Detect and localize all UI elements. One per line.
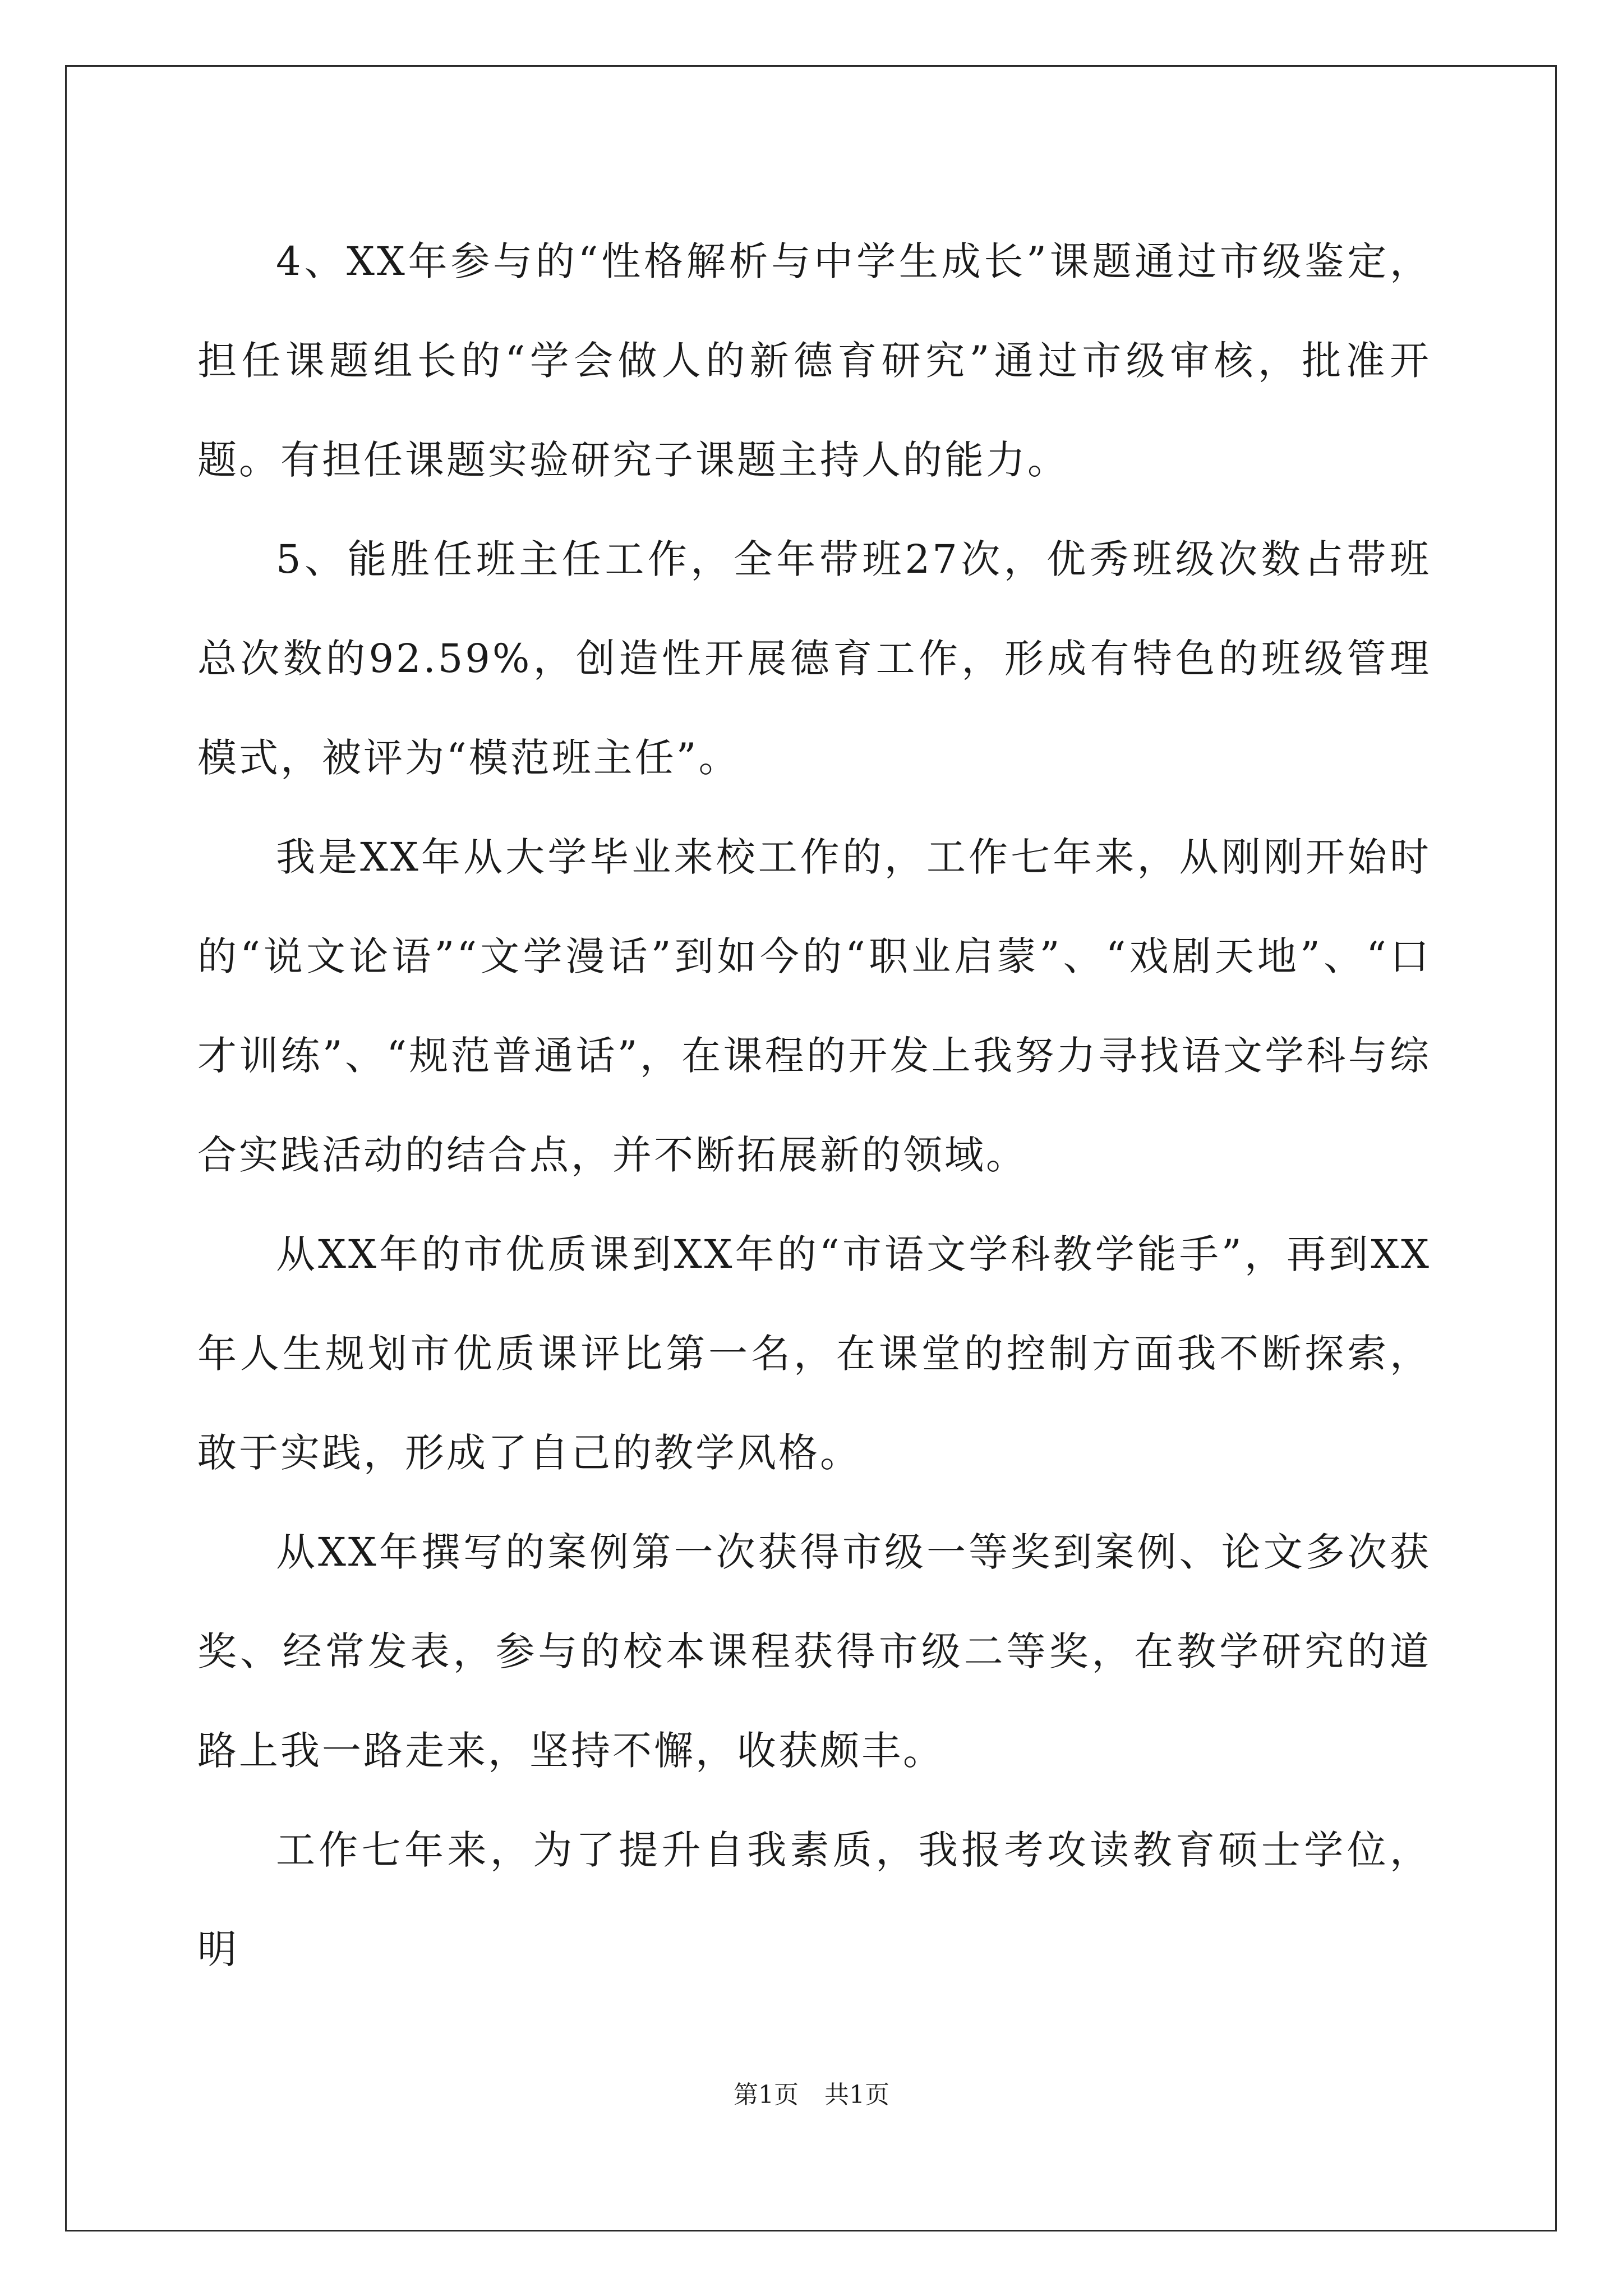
paragraph-research-topics: 4、XX年参与的“性格解析与中学生成长”课题通过市级鉴定，担任课题组长的“学会做人的新德育研究”通过市级审核，批准开题。有担任课题实验研究子课题主持人的能力。 <box>197 238 1431 483</box>
paragraph-teaching-style: 从XX年的市优质课到XX年的“市语文学科教学能手”，再到XX年人生规划市优质课评比第一名，在课堂的控制方面我不断探索，敢于实践，形成了自己的教学风格。 <box>197 1231 1431 1476</box>
page-total: 共1页 <box>824 2081 889 2109</box>
paragraph-self-improvement: 工作七年来，为了提升自我素质，我报考攻读教育硕士学位，明 <box>197 1827 1431 1972</box>
document-body <box>197 212 1431 1999</box>
paragraph-research-awards: 从XX年撰写的案例第一次获得市级一等奖到案例、论文多次获奖、经常发表，参与的校本课程获得市级二等奖，在教学研究的道路上我一路走来，坚持不懈，收获颇丰。 <box>197 1529 1431 1774</box>
paragraph-curriculum: 我是XX年从大学毕业来校工作的，工作七年来，从刚刚开始时的“说文论语”“文学漫话”到如今的“职业启蒙”、“戏剧天地”、“口才训练”、“规范普通话”，在课程的开发上我努力寻找语文学科与综合实践活动的结合点，并不断拓展新的领域。 <box>197 834 1431 1178</box>
page-number: 第1页 <box>734 2081 799 2109</box>
page-footer <box>0 2078 1623 2112</box>
paragraph-class-teacher: 5、能胜任班主任工作，全年带班27次，优秀班级次数占带班总次数的92.59%，创造性开展德育工作，形成有特色的班级管理模式，被评为“模范班主任”。 <box>197 536 1431 781</box>
